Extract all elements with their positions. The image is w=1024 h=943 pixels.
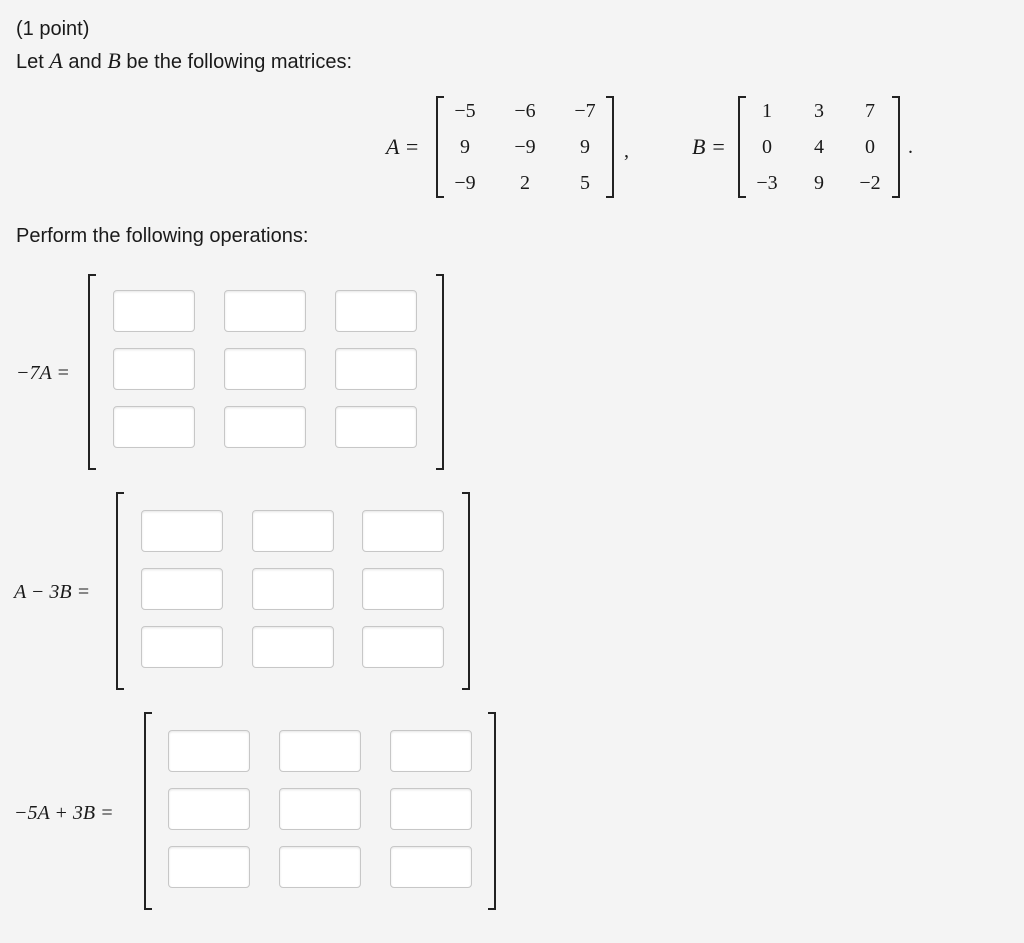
matrix-a-cell: −5 bbox=[454, 100, 476, 122]
answer-3-r1c1-input[interactable] bbox=[168, 730, 250, 772]
answer-2-r3c1-input[interactable] bbox=[141, 626, 223, 668]
answer-2-r1c2-input[interactable] bbox=[252, 510, 334, 552]
matrix-b-cell: −3 bbox=[756, 172, 778, 194]
matrix-b-cell: 0 bbox=[865, 136, 875, 158]
operation-label-text: −7A = bbox=[16, 362, 70, 384]
answer-matrix-2-left-bracket bbox=[116, 492, 124, 690]
answer-2-r1c1-input[interactable] bbox=[141, 510, 223, 552]
answer-2-r2c3-input[interactable] bbox=[362, 568, 444, 610]
intro-and: and bbox=[68, 51, 102, 73]
operation-label-text: A − 3B = bbox=[14, 581, 91, 603]
answer-3-r1c3-input[interactable] bbox=[390, 730, 472, 772]
perform-instructions: Perform the following operations: bbox=[16, 225, 309, 247]
matrix-b-period: . bbox=[908, 136, 913, 158]
matrix-b-label bbox=[692, 134, 726, 160]
matrix-a-label-text: A = bbox=[386, 134, 420, 159]
answer-1-r3c3-input[interactable] bbox=[335, 406, 417, 448]
operation-label-a-minus-3b bbox=[14, 581, 90, 604]
matrix-a-cell: 5 bbox=[580, 172, 590, 194]
answer-3-r2c2-input[interactable] bbox=[279, 788, 361, 830]
answer-3-r1c2-input[interactable] bbox=[279, 730, 361, 772]
matrix-b-cell: −2 bbox=[859, 172, 881, 194]
matrix-a-cell: −9 bbox=[454, 172, 476, 194]
answer-1-r3c1-input[interactable] bbox=[113, 406, 195, 448]
matrix-a-cell: −6 bbox=[514, 100, 536, 122]
answer-1-r3c2-input[interactable] bbox=[224, 406, 306, 448]
answer-3-r3c3-input[interactable] bbox=[390, 846, 472, 888]
answer-3-r3c2-input[interactable] bbox=[279, 846, 361, 888]
answer-3-r3c1-input[interactable] bbox=[168, 846, 250, 888]
matrix-b-cell: 9 bbox=[814, 172, 824, 194]
answer-matrix-1-right-bracket bbox=[436, 274, 444, 470]
matrix-b-cell: 1 bbox=[762, 100, 772, 122]
intro-matrix-b: B bbox=[107, 48, 121, 73]
points-label: (1 point) bbox=[16, 18, 90, 40]
answer-2-r2c1-input[interactable] bbox=[141, 568, 223, 610]
matrix-a-cell: −7 bbox=[574, 100, 596, 122]
intro-suffix: be the following matrices: bbox=[126, 51, 353, 73]
matrix-a-comma: , bbox=[624, 140, 629, 162]
answer-1-r2c2-input[interactable] bbox=[224, 348, 306, 390]
operation-label-neg5a-plus-3b bbox=[14, 802, 114, 825]
intro-matrix-a: A bbox=[49, 48, 63, 73]
answer-2-r3c2-input[interactable] bbox=[252, 626, 334, 668]
matrix-b-cell: 7 bbox=[865, 100, 875, 122]
answer-3-r2c3-input[interactable] bbox=[390, 788, 472, 830]
answer-matrix-1-left-bracket bbox=[88, 274, 96, 470]
answer-1-r1c2-input[interactable] bbox=[224, 290, 306, 332]
answer-1-r1c1-input[interactable] bbox=[113, 290, 195, 332]
answer-matrix-3-left-bracket bbox=[144, 712, 152, 910]
answer-2-r2c2-input[interactable] bbox=[252, 568, 334, 610]
matrix-b-cell: 0 bbox=[762, 136, 772, 158]
matrix-a-cell: 9 bbox=[580, 136, 590, 158]
matrix-a-cell: 9 bbox=[460, 136, 470, 158]
answer-2-r3c3-input[interactable] bbox=[362, 626, 444, 668]
answer-1-r2c3-input[interactable] bbox=[335, 348, 417, 390]
matrix-b-label-text: B = bbox=[692, 134, 726, 159]
answer-2-r1c3-input[interactable] bbox=[362, 510, 444, 552]
answer-1-r1c3-input[interactable] bbox=[335, 290, 417, 332]
matrix-a-cell: 2 bbox=[520, 172, 530, 194]
problem-intro bbox=[16, 48, 352, 74]
answer-matrix-2-right-bracket bbox=[462, 492, 470, 690]
operation-label-neg7a bbox=[16, 362, 70, 385]
answer-matrix-3-right-bracket bbox=[488, 712, 496, 910]
answer-3-r2c1-input[interactable] bbox=[168, 788, 250, 830]
matrix-a-label bbox=[386, 134, 419, 160]
answer-1-r2c1-input[interactable] bbox=[113, 348, 195, 390]
matrix-b-cell: 4 bbox=[814, 136, 824, 158]
matrix-a-cell: −9 bbox=[514, 136, 536, 158]
matrix-b-cell: 3 bbox=[814, 100, 824, 122]
intro-prefix: Let bbox=[16, 51, 44, 73]
operation-label-text: −5A + 3B = bbox=[14, 802, 114, 824]
